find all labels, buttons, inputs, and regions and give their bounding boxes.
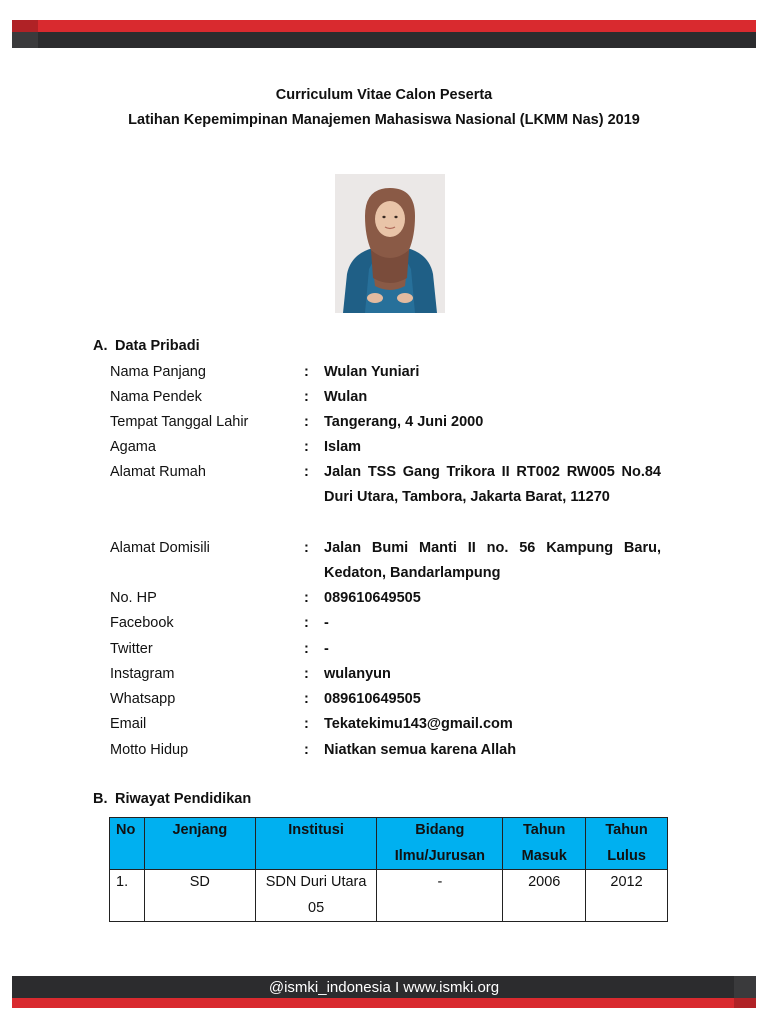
table-cell: 1.: [110, 870, 145, 922]
field-value: -: [324, 615, 329, 631]
field-row: [110, 662, 662, 687]
field-row: [110, 738, 662, 763]
table-row: [110, 870, 668, 922]
footer-bar: [12, 976, 756, 1008]
field-label: Instagram: [110, 666, 175, 682]
field-label: Facebook: [110, 615, 174, 631]
field-row: [110, 435, 662, 460]
field-colon: :: [304, 666, 309, 682]
table-cell: SDN Duri Utara 05: [255, 870, 377, 922]
field-row: [110, 586, 662, 611]
field-label: Whatsapp: [110, 691, 176, 707]
field-row: [110, 385, 662, 410]
section-a-heading: [93, 338, 200, 354]
field-label: Twitter: [110, 641, 153, 657]
field-row: [110, 460, 662, 536]
column-header-tahun-lulus: Tahun Lulus: [586, 818, 668, 870]
field-colon: :: [304, 364, 309, 380]
field-value: Tangerang, 4 Juni 2000: [324, 414, 484, 430]
field-row: [110, 360, 662, 385]
field-value: -: [324, 641, 329, 657]
field-value: Wulan: [324, 389, 368, 405]
field-colon: :: [304, 464, 309, 480]
footer-red-stripe: [12, 998, 756, 1008]
field-colon: :: [304, 540, 309, 556]
column-header-institusi: Institusi: [255, 818, 377, 870]
field-value: Jalan Bumi Manti II no. 56 Kampung Baru, Kedaton, Bandarlampung: [324, 540, 661, 582]
header-corner-tab: [12, 20, 38, 48]
table-cell: -: [377, 870, 503, 922]
document-subtitle: Latihan Kepemimpinan Manajemen Mahasiswa Nasional (LKMM Nas) 2019: [128, 112, 640, 128]
field-label: Email: [110, 716, 147, 732]
section-b-number: B.: [93, 791, 108, 807]
person-photo-illustration: [335, 174, 445, 313]
field-value: 089610649505: [324, 590, 421, 606]
field-value: Niatkan semua karena Allah: [324, 742, 517, 758]
field-label: Nama Panjang: [110, 364, 206, 380]
field-colon: :: [304, 414, 309, 430]
field-colon: :: [304, 389, 309, 405]
section-a-number: A.: [93, 338, 108, 354]
field-row: [110, 637, 662, 662]
field-value: Tekatekimu143@gmail.com: [324, 716, 513, 732]
table-header-row: [110, 818, 668, 870]
table-cell: SD: [144, 870, 255, 922]
field-value: Islam: [324, 439, 362, 455]
column-header-bidang: Bidang Ilmu/Jurusan: [377, 818, 503, 870]
field-colon: :: [304, 439, 309, 455]
field-label: Agama: [110, 439, 156, 455]
field-label: Nama Pendek: [110, 389, 202, 405]
field-colon: :: [304, 615, 309, 631]
field-colon: :: [304, 590, 309, 606]
field-colon: :: [304, 742, 309, 758]
field-colon: :: [304, 691, 309, 707]
field-row: [110, 611, 662, 636]
field-label: Alamat Domisili: [110, 540, 210, 556]
column-header-no: No: [110, 818, 145, 870]
field-row: [110, 712, 662, 737]
column-header-jenjang: Jenjang: [144, 818, 255, 870]
table-cell: 2012: [586, 870, 668, 922]
column-header-tahun-masuk: Tahun Masuk: [503, 818, 586, 870]
field-row: [110, 536, 662, 586]
document-title: Curriculum Vitae Calon Peserta: [275, 87, 493, 103]
header-red-stripe: [12, 20, 756, 32]
field-value: Wulan Yuniari: [324, 364, 420, 380]
footer-text: @ismki_indonesia I www.ismki.org: [268, 979, 500, 996]
field-value: Jalan TSS Gang Trikora II RT002 RW005 No.84 Duri Utara, Tambora, Jakarta Barat, 11270: [324, 464, 661, 506]
profile-photo: [335, 174, 445, 313]
education-table: [109, 817, 668, 922]
header-dark-stripe: [12, 32, 756, 48]
field-label: No. HP: [110, 590, 157, 606]
field-value: wulanyun: [324, 666, 391, 682]
field-label: Alamat Rumah: [110, 464, 206, 480]
field-row: [110, 410, 662, 435]
field-label: Tempat Tanggal Lahir: [110, 414, 249, 430]
section-b-heading: [93, 791, 251, 807]
field-value: 089610649505: [324, 691, 421, 707]
section-a-title: Data Pribadi: [115, 338, 200, 354]
section-b-title: Riwayat Pendidikan: [115, 791, 252, 807]
header-bar: [12, 20, 756, 48]
field-colon: :: [304, 716, 309, 732]
field-row: [110, 687, 662, 712]
field-label: Motto Hidup: [110, 742, 189, 758]
field-colon: :: [304, 641, 309, 657]
table-cell: 2006: [503, 870, 586, 922]
